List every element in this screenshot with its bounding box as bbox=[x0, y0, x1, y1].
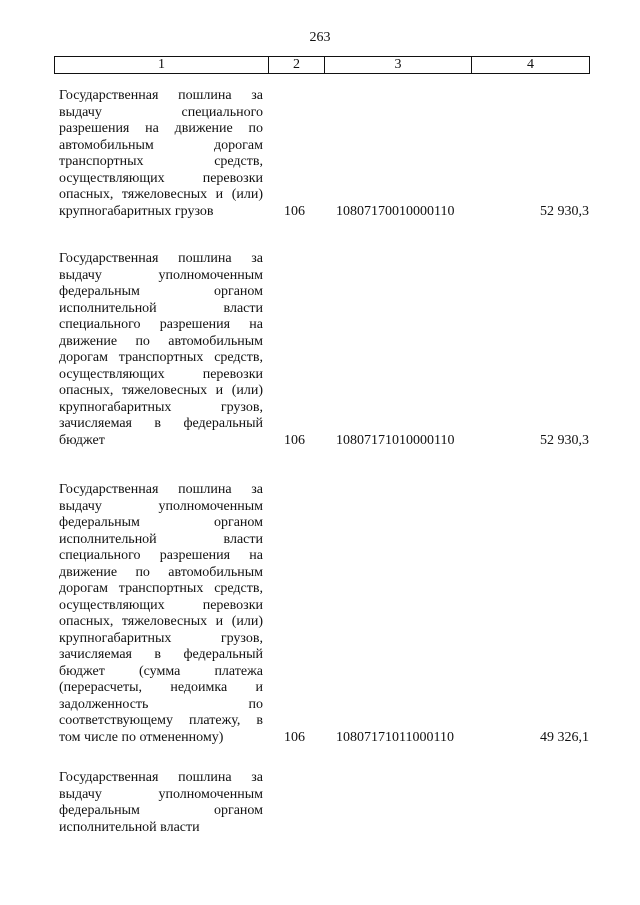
description-line: выдачу уполномоченным bbox=[59, 498, 263, 514]
description-line: крупногабаритных грузов bbox=[59, 203, 214, 219]
description-line: специального разрешения на bbox=[59, 317, 263, 332]
description-line: движение по автомобильным bbox=[59, 564, 263, 580]
description-line: опасных, тяжеловесных и (или) bbox=[59, 383, 263, 398]
description-line: выдачу уполномоченным bbox=[59, 267, 263, 283]
fee-description bbox=[59, 482, 263, 746]
description-line: федеральным органом bbox=[59, 803, 263, 818]
description-line: крупногабаритных грузов, bbox=[59, 630, 263, 646]
description-line: специального разрешения на bbox=[59, 548, 263, 563]
description-line: дорогам транспортных средств, bbox=[59, 581, 263, 596]
budget-classification-code: 10807171011000110 bbox=[336, 729, 454, 745]
description-line: задолженность по bbox=[59, 696, 263, 712]
fee-description bbox=[59, 770, 263, 836]
description-line: бюджет (сумма платежа bbox=[59, 663, 263, 679]
description-line: исполнительной власти bbox=[59, 531, 263, 547]
description-line: исполнительной власти bbox=[59, 300, 263, 316]
description-line: дорогам транспортных средств, bbox=[59, 350, 263, 365]
column-header-table bbox=[54, 56, 590, 74]
description-line: Государственная пошлина за bbox=[59, 88, 263, 103]
description-line: разрешения на движение по bbox=[59, 121, 263, 136]
fee-description bbox=[59, 88, 263, 220]
description-line: крупногабаритных грузов, bbox=[59, 399, 263, 415]
description-line: соответствующему платежу, в bbox=[59, 713, 263, 728]
amount-value: 52 930,3 bbox=[540, 203, 589, 219]
amount-value: 49 326,1 bbox=[540, 729, 589, 745]
description-line: Государственная пошлина за bbox=[59, 770, 263, 785]
column-header-row bbox=[55, 57, 590, 74]
budget-classification-code: 10807170010000110 bbox=[336, 203, 455, 219]
description-line: исполнительной власти bbox=[59, 819, 200, 835]
admin-code: 106 bbox=[284, 432, 305, 448]
description-line: бюджет bbox=[59, 432, 105, 448]
description-line: зачисляемая в федеральный bbox=[59, 647, 263, 662]
description-line: зачисляемая в федеральный bbox=[59, 416, 263, 431]
description-line: выдачу уполномоченным bbox=[59, 786, 263, 802]
column-header-1: 1 bbox=[55, 57, 269, 74]
description-line: транспортных средств, bbox=[59, 154, 263, 169]
description-line: осуществляющих перевозки bbox=[59, 170, 263, 186]
budget-classification-code: 10807171010000110 bbox=[336, 432, 455, 448]
description-line: Государственная пошлина за bbox=[59, 482, 263, 497]
description-line: движение по автомобильным bbox=[59, 333, 263, 349]
description-line: автомобильным дорогам bbox=[59, 137, 263, 153]
admin-code: 106 bbox=[284, 729, 305, 745]
column-header-4: 4 bbox=[472, 57, 590, 74]
description-line: опасных, тяжеловесных и (или) bbox=[59, 187, 263, 202]
column-header-2: 2 bbox=[269, 57, 325, 74]
fee-description bbox=[59, 251, 263, 449]
admin-code: 106 bbox=[284, 203, 305, 219]
description-line: федеральным органом bbox=[59, 515, 263, 530]
description-line: том числе по отмененному) bbox=[59, 729, 224, 745]
description-line: федеральным органом bbox=[59, 284, 263, 299]
description-line: осуществляющих перевозки bbox=[59, 597, 263, 613]
amount-value: 52 930,3 bbox=[540, 432, 589, 448]
page-number: 263 bbox=[309, 30, 331, 45]
description-line: выдачу специального bbox=[59, 104, 263, 120]
description-line: (перерасчеты, недоимка и bbox=[59, 680, 263, 695]
description-line: осуществляющих перевозки bbox=[59, 366, 263, 382]
description-line: опасных, тяжеловесных и (или) bbox=[59, 614, 263, 629]
column-header-3: 3 bbox=[325, 57, 472, 74]
description-line: Государственная пошлина за bbox=[59, 251, 263, 266]
